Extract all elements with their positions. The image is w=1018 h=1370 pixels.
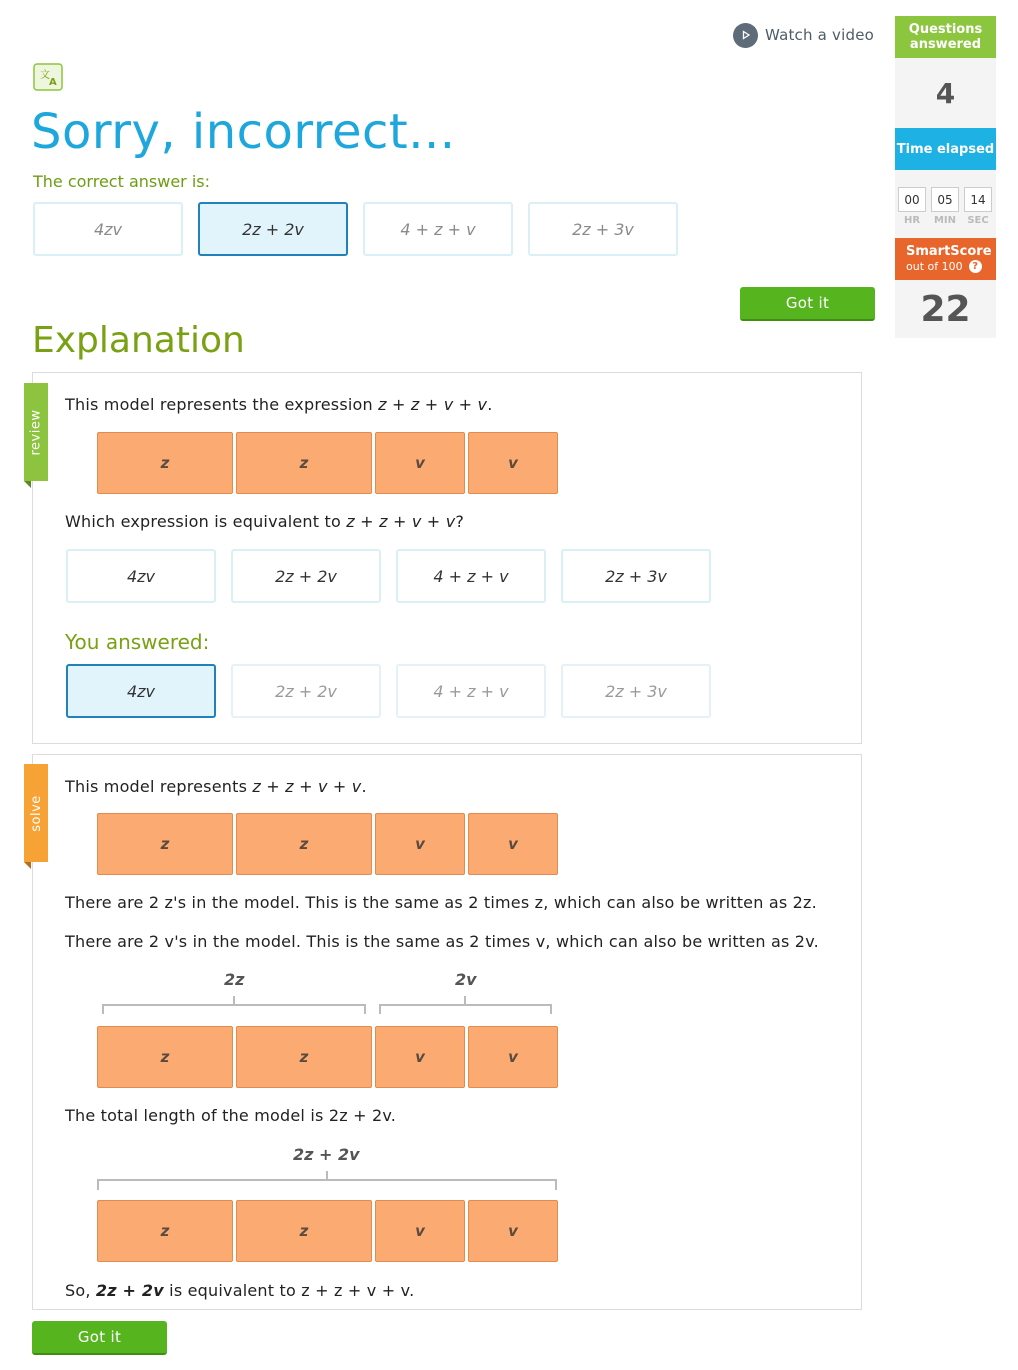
choice-text: 2z + 3v: [572, 219, 634, 239]
solve-ribbon: solve: [24, 764, 48, 862]
solve-line-z: There are 2 z's in the model. This is the same as 2 times z, which can also be written as 2z.: [65, 893, 817, 912]
brace-label-total: 2z + 2v: [293, 1145, 360, 1164]
translate-icon[interactable]: [33, 63, 63, 91]
watch-video-label: Watch a video: [765, 26, 874, 44]
answered-choice-1: [66, 664, 216, 718]
smartscore-label: SmartScore: [906, 244, 992, 259]
svg-text:文: 文: [40, 70, 50, 81]
questions-answered-value: 4: [895, 58, 996, 128]
model-block-z: z: [236, 1200, 372, 1262]
brace-label-2v: 2v: [455, 970, 477, 989]
choice-text: 2z + 3v: [605, 566, 667, 586]
time-unit-min: MIN: [933, 215, 957, 226]
brace-label-2z: 2z: [224, 970, 245, 989]
solve-conclusion: So, 2z + 2v is equivalent to z + z + v + v.: [65, 1281, 415, 1300]
model-block-z: z: [236, 432, 372, 494]
smartscore-sub: out of 100 ?: [906, 259, 982, 274]
brace-total: [97, 1168, 557, 1192]
model-block-z: z: [236, 813, 372, 875]
answered-choice-3: [396, 664, 546, 718]
model-block-v: v: [375, 813, 465, 875]
solve-model-1: [97, 813, 561, 875]
time-unit-hr: HR: [903, 215, 921, 226]
choice-text: 4 + z + v: [433, 681, 509, 701]
got-it-button-top[interactable]: Got it: [740, 287, 875, 321]
explanation-title: Explanation: [32, 320, 245, 361]
solve-model-2: [97, 1026, 561, 1088]
time-elapsed-header: Time elapsed: [895, 128, 996, 170]
correct-row-choice-4: [528, 202, 678, 256]
solve-line-v: There are 2 v's in the model. This is the same as 2 times v, which can also be written as 2v.: [65, 932, 819, 951]
model-block-z: z: [97, 1026, 233, 1088]
model-block-v: v: [468, 1200, 558, 1262]
solve-total-line: The total length of the model is 2z + 2v.: [65, 1106, 397, 1125]
model-block-v: v: [468, 432, 558, 494]
choice-text: 2z + 2v: [275, 566, 337, 586]
answered-choice-2: [231, 664, 381, 718]
choice-text: 2z + 3v: [605, 681, 667, 701]
solve-intro: This model represents z + z + v + v.: [65, 777, 367, 796]
review-choice-3: [396, 549, 546, 603]
svg-text:A: A: [49, 77, 57, 88]
watch-video-link[interactable]: [733, 22, 874, 48]
review-model: [97, 432, 561, 494]
smartscore-value: 22: [895, 280, 996, 338]
got-it-button-bottom[interactable]: Got it: [32, 1321, 167, 1355]
choice-text: 4zv: [126, 681, 156, 701]
correct-row-choice-2: [198, 202, 348, 256]
review-ribbon: review: [24, 383, 48, 481]
model-block-z: z: [97, 813, 233, 875]
correct-answer-label: The correct answer is:: [33, 172, 210, 191]
correct-row-choice-1: [33, 202, 183, 256]
choice-text: 4zv: [93, 219, 123, 239]
model-block-v: v: [468, 1026, 558, 1088]
model-block-z: z: [97, 1200, 233, 1262]
time-minutes: 05: [931, 187, 959, 212]
choice-text: 4 + z + v: [400, 219, 476, 239]
time-hours: 00: [898, 187, 926, 212]
review-intro: This model represents the expression z + z + v + v.: [65, 395, 493, 414]
review-question: Which expression is equivalent to z + z + v + v?: [65, 512, 465, 531]
choice-text: 4 + z + v: [433, 566, 509, 586]
play-icon: [733, 23, 758, 48]
questions-answered-header: Questions answered: [895, 16, 996, 58]
model-block-z: z: [97, 432, 233, 494]
result-title: Sorry, incorrect...: [31, 104, 456, 160]
smartscore-header: [895, 238, 996, 280]
review-choice-4: [561, 549, 711, 603]
model-block-v: v: [468, 813, 558, 875]
model-block-v: v: [375, 1200, 465, 1262]
choice-text: 2z + 2v: [275, 681, 337, 701]
model-block-z: z: [236, 1026, 372, 1088]
review-choice-2: [231, 549, 381, 603]
solve-model-3: [97, 1200, 561, 1262]
brace-2z-2v: [97, 992, 557, 1016]
model-block-v: v: [375, 432, 465, 494]
time-seconds: 14: [964, 187, 992, 212]
time-unit-sec: SEC: [967, 215, 989, 226]
choice-text: 2z + 2v: [242, 219, 304, 239]
you-answered-label: You answered:: [65, 630, 210, 654]
answered-choice-4: [561, 664, 711, 718]
model-block-v: v: [375, 1026, 465, 1088]
correct-row-choice-3: [363, 202, 513, 256]
review-choice-1: [66, 549, 216, 603]
help-icon[interactable]: ?: [969, 260, 982, 273]
choice-text: 4zv: [126, 566, 156, 586]
